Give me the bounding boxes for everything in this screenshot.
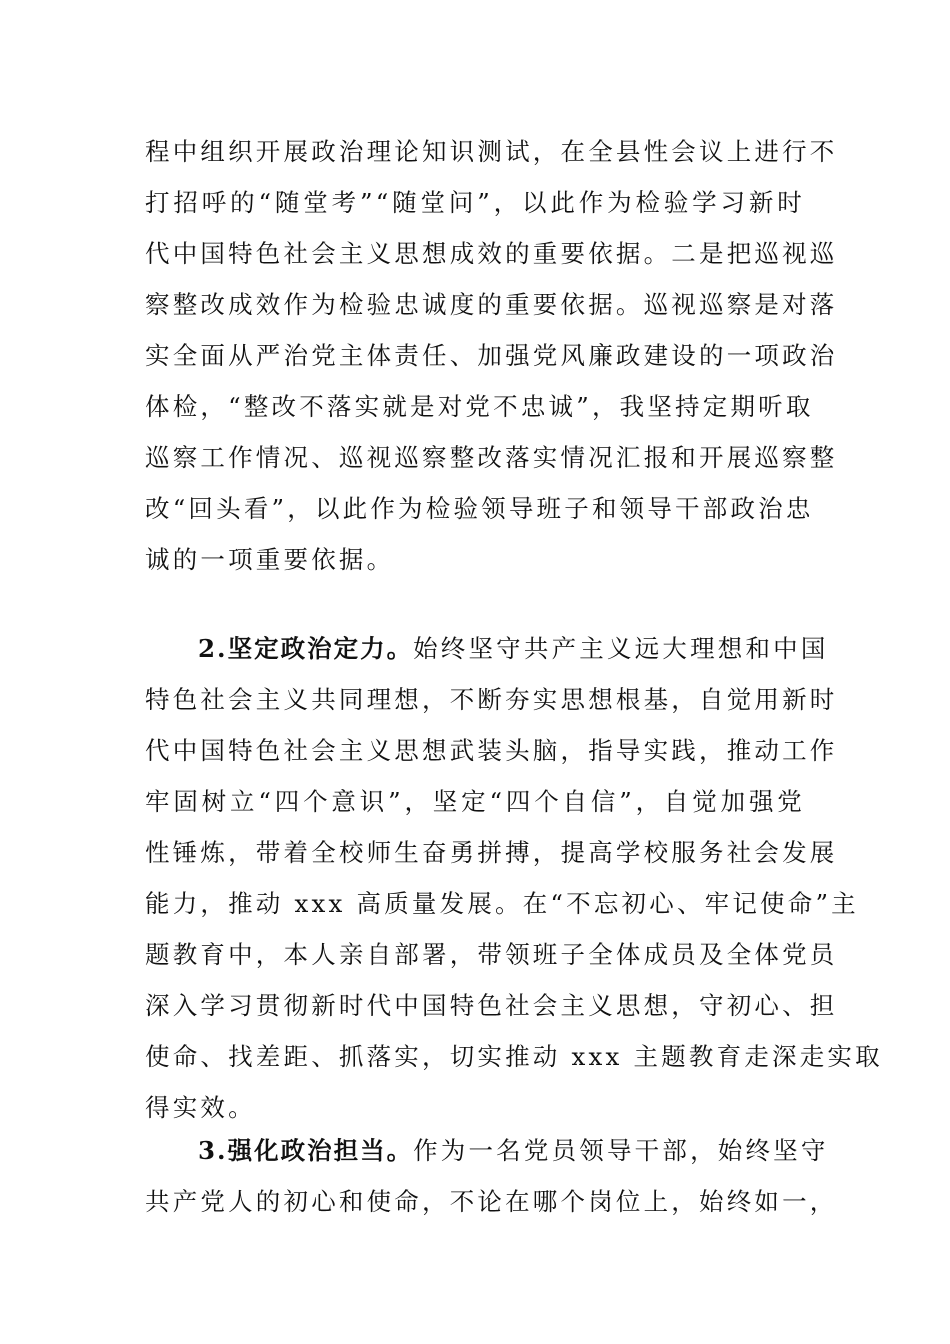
text-line: 深入学习贯彻新时代中国特色社会主义思想，守初心、担 — [145, 991, 838, 1020]
text-run: 作为一名党员领导干部，始终坚守 — [413, 1136, 829, 1165]
text-line: 实全面从严治党主体责任、加强党风廉政建设的一项政治 — [145, 341, 838, 370]
text-line: 题教育中，本人亲自部署，带领班子全体成员及全体党员 — [145, 940, 838, 969]
section-heading: 2.坚定政治定力。 — [198, 634, 414, 663]
text-line: 诚的一项重要依据。 — [145, 545, 395, 574]
text-line: 打招呼的“随堂考”“随堂问”，以此作为检验学习新时 — [145, 188, 805, 217]
text-line: 程中组织开展政治理论知识测试，在全县性会议上进行不 — [145, 137, 838, 166]
section-heading: 3.强化政治担当。 — [198, 1136, 414, 1165]
paragraph-3 — [145, 1125, 838, 1227]
text-line: 得实效。 — [145, 1093, 256, 1122]
text-line-first — [145, 623, 829, 674]
text-line: 体检，“整改不落实就是对党不忠诚”，我坚持定期听取 — [145, 392, 814, 421]
text-line: 牢固树立“四个意识”，坚定“四个自信”，自觉加强党 — [145, 787, 805, 816]
text-line: 使命、找差距、抓落实，切实推动 xxx 主题教育走深走实取 — [145, 1042, 883, 1071]
paragraph-1 — [145, 126, 838, 585]
paragraph-2 — [145, 623, 883, 1133]
text-line: 能力，推动 xxx 高质量发展。在“不忘初心、牢记使命”主 — [145, 889, 859, 918]
text-line: 特色社会主义共同理想，不断夯实思想根基，自觉用新时 — [145, 685, 838, 714]
text-line: 共产党人的初心和使命，不论在哪个岗位上，始终如一， — [145, 1187, 838, 1216]
text-line-first — [145, 1125, 829, 1176]
text-line: 巡察工作情况、巡视巡察整改落实情况汇报和开展巡察整 — [145, 443, 838, 472]
text-line: 改“回头看”，以此作为检验领导班子和领导干部政治忠 — [145, 494, 814, 523]
text-line: 代中国特色社会主义思想成效的重要依据。二是把巡视巡 — [145, 239, 838, 268]
text-line: 代中国特色社会主义思想武装头脑，指导实践，推动工作 — [145, 736, 838, 765]
text-line: 察整改成效作为检验忠诚度的重要依据。巡视巡察是对落 — [145, 290, 838, 319]
text-line: 性锤炼，带着全校师生奋勇拼搏，提高学校服务社会发展 — [145, 838, 838, 867]
text-run: 始终坚守共产主义远大理想和中国 — [413, 634, 829, 663]
